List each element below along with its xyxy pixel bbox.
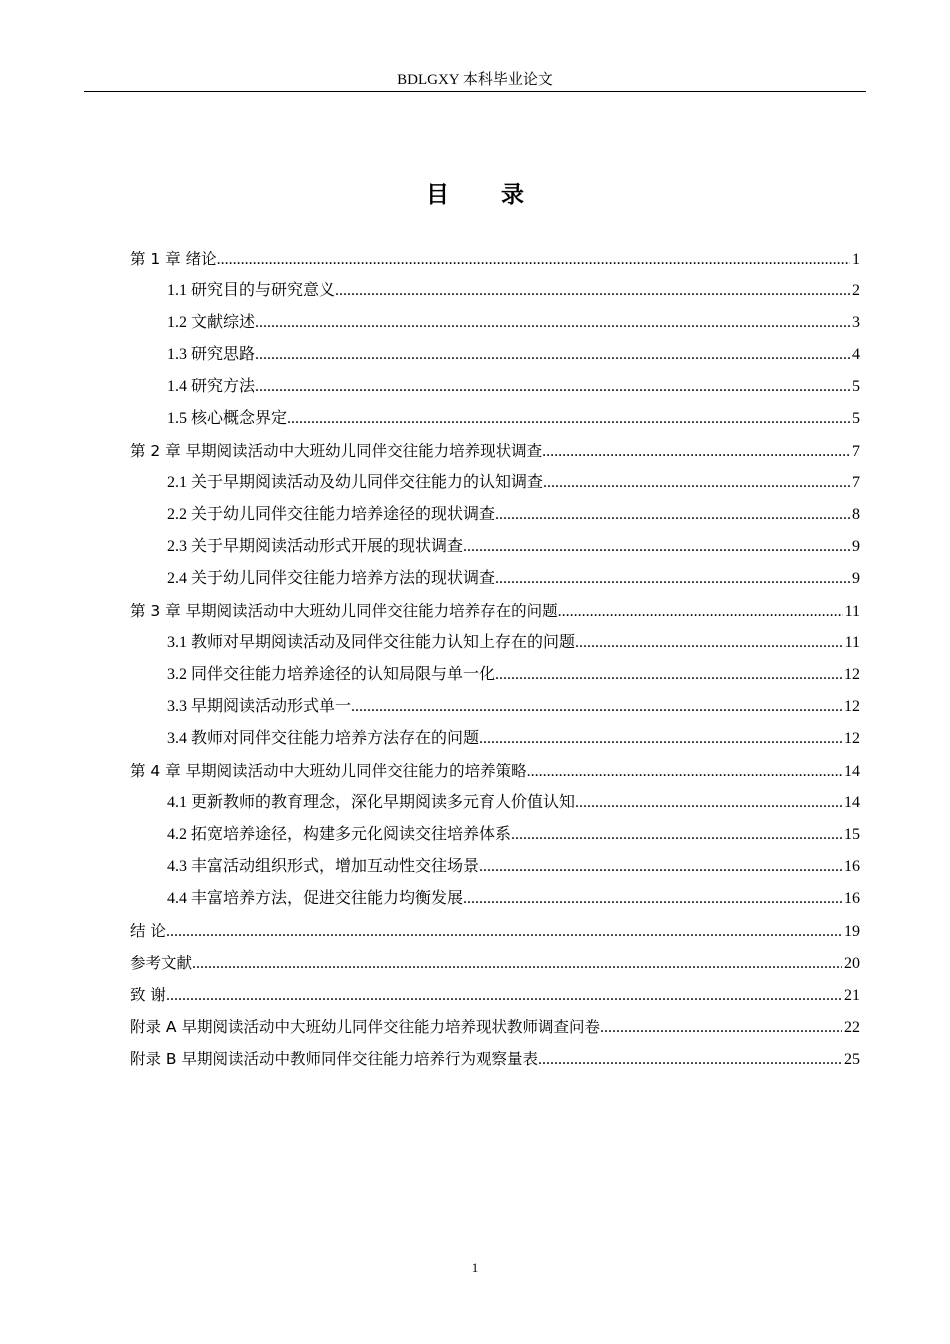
toc-leader-dots xyxy=(463,531,850,563)
toc-entry-title: 4.3 丰富活动组织形式，增加互动性交往场景 xyxy=(167,858,480,875)
toc-chapter-entry[interactable] xyxy=(130,755,860,787)
toc-leader-dots xyxy=(575,627,843,659)
toc-leader-dots xyxy=(166,980,842,1012)
toc-leader-dots xyxy=(255,307,850,339)
toc-leader-dots xyxy=(543,467,850,499)
toc-section-entry[interactable] xyxy=(130,723,860,755)
toc-entry-page: 20 xyxy=(844,955,860,972)
toc-entry-page: 16 xyxy=(844,890,860,907)
toc-chapter-entry[interactable] xyxy=(130,947,860,979)
toc-entry-page: 8 xyxy=(852,506,860,523)
page-title: 目 录 xyxy=(425,182,546,208)
toc-entry-page: 9 xyxy=(852,538,860,555)
toc-section-entry[interactable] xyxy=(130,531,860,563)
toc-entry-page: 25 xyxy=(844,1051,860,1068)
toc-chapter-entry[interactable] xyxy=(130,979,860,1011)
toc-section-entry[interactable] xyxy=(130,819,860,851)
toc-leader-dots xyxy=(166,916,842,948)
toc-entry-title: 1.3 研究思路 xyxy=(167,346,256,363)
header-divider xyxy=(84,91,866,92)
toc-leader-dots xyxy=(217,244,850,276)
toc-section-entry[interactable] xyxy=(130,563,860,595)
toc-entry-page: 7 xyxy=(852,474,860,491)
toc-entry-title: 4.1 更新教师的教育理念，深化早期阅读多元育人价值认知 xyxy=(167,794,576,811)
toc-entry-page: 14 xyxy=(844,763,860,780)
toc-entry-page: 11 xyxy=(844,603,860,620)
toc-entry-page: 9 xyxy=(852,570,860,587)
toc-entry-page: 1 xyxy=(852,251,860,268)
toc-leader-dots xyxy=(287,403,850,435)
toc-chapter-entry[interactable] xyxy=(130,595,860,627)
toc-entry-title: 3.2 同伴交往能力培养途径的认知局限与单一化 xyxy=(167,666,496,683)
toc-entry-title: 附录 B 早期阅读活动中教师同伴交往能力培养行为观察量表 xyxy=(130,1050,538,1068)
toc-entry-page: 3 xyxy=(852,314,860,331)
toc-entry-title: 第 1 章 绪论 xyxy=(130,250,217,268)
toc-section-entry[interactable] xyxy=(130,307,860,339)
toc-entry-page: 15 xyxy=(844,826,860,843)
toc-section-entry[interactable] xyxy=(130,403,860,435)
toc-entry-page: 19 xyxy=(844,923,860,940)
toc-section-entry[interactable] xyxy=(130,883,860,915)
toc-leader-dots xyxy=(542,436,850,468)
toc-leader-dots xyxy=(479,723,842,755)
toc-leader-dots xyxy=(558,596,843,628)
toc-leader-dots xyxy=(575,787,842,819)
table-of-contents xyxy=(130,243,860,1075)
toc-section-entry[interactable] xyxy=(130,339,860,371)
toc-leader-dots xyxy=(192,948,842,980)
toc-entry-title: 1.2 文献综述 xyxy=(167,314,256,331)
toc-entry-page: 5 xyxy=(852,410,860,427)
toc-section-entry[interactable] xyxy=(130,371,860,403)
toc-leader-dots xyxy=(479,851,842,883)
toc-entry-title: 附录 A 早期阅读活动中大班幼儿同伴交往能力培养现状教师调查问卷 xyxy=(130,1018,600,1036)
toc-section-entry[interactable] xyxy=(130,787,860,819)
toc-entry-title: 1.4 研究方法 xyxy=(167,378,256,395)
toc-entry-page: 22 xyxy=(844,1019,860,1036)
toc-entry-page: 21 xyxy=(844,987,860,1004)
toc-leader-dots xyxy=(495,499,850,531)
toc-leader-dots xyxy=(463,883,842,915)
toc-leader-dots xyxy=(495,659,842,691)
toc-leader-dots xyxy=(351,691,842,723)
toc-leader-dots xyxy=(527,756,842,788)
toc-entry-title: 3.4 教师对同伴交往能力培养方法存在的问题 xyxy=(167,730,480,747)
toc-entry-page: 16 xyxy=(844,858,860,875)
toc-leader-dots xyxy=(600,1012,842,1044)
toc-entry-page: 7 xyxy=(852,443,860,460)
toc-entry-page: 4 xyxy=(852,346,860,363)
toc-entry-title: 第 4 章 早期阅读活动中大班幼儿同伴交往能力的培养策略 xyxy=(130,762,527,780)
toc-chapter-entry[interactable] xyxy=(130,435,860,467)
toc-entry-page: 12 xyxy=(844,730,860,747)
toc-section-entry[interactable] xyxy=(130,659,860,691)
toc-entry-title: 4.2 拓宽培养途径，构建多元化阅读交往培养体系 xyxy=(167,826,512,843)
toc-leader-dots xyxy=(538,1044,842,1076)
toc-leader-dots xyxy=(335,275,850,307)
toc-entry-title: 第 2 章 早期阅读活动中大班幼儿同伴交往能力培养现状调查 xyxy=(130,442,543,460)
toc-section-entry[interactable] xyxy=(130,467,860,499)
toc-chapter-entry[interactable] xyxy=(130,243,860,275)
toc-entry-title: 1.5 核心概念界定 xyxy=(167,410,288,427)
toc-entry-title: 第 3 章 早期阅读活动中大班幼儿同伴交往能力培养存在的问题 xyxy=(130,602,558,620)
toc-entry-page: 5 xyxy=(852,378,860,395)
toc-entry-title: 2.4 关于幼儿同伴交往能力培养方法的现状调查 xyxy=(167,570,496,587)
toc-entry-title: 3.1 教师对早期阅读活动及同伴交往能力认知上存在的问题 xyxy=(167,634,576,651)
toc-entry-title: 4.4 丰富培养方法，促进交往能力均衡发展 xyxy=(167,890,464,907)
toc-chapter-entry[interactable] xyxy=(130,915,860,947)
toc-entry-title: 参考文献 xyxy=(130,954,193,972)
page-number: 1 xyxy=(471,1260,479,1275)
toc-chapter-entry[interactable] xyxy=(130,1011,860,1043)
toc-section-entry[interactable] xyxy=(130,851,860,883)
toc-entry-title: 2.1 关于早期阅读活动及幼儿同伴交往能力的认知调查 xyxy=(167,474,544,491)
toc-leader-dots xyxy=(255,339,850,371)
toc-entry-page: 14 xyxy=(844,794,860,811)
toc-section-entry[interactable] xyxy=(130,627,860,659)
toc-chapter-entry[interactable] xyxy=(130,1043,860,1075)
toc-entry-title: 结 论 xyxy=(130,922,166,940)
toc-entry-title: 2.2 关于幼儿同伴交往能力培养途径的现状调查 xyxy=(167,506,496,523)
toc-section-entry[interactable] xyxy=(130,691,860,723)
toc-entry-title: 2.3 关于早期阅读活动形式开展的现状调查 xyxy=(167,538,464,555)
toc-entry-title: 致 谢 xyxy=(130,986,166,1004)
toc-leader-dots xyxy=(495,563,850,595)
toc-entry-title: 1.1 研究目的与研究意义 xyxy=(167,282,336,299)
toc-entry-page: 2 xyxy=(852,282,860,299)
toc-entry-page: 11 xyxy=(844,634,860,651)
toc-section-entry[interactable] xyxy=(130,275,860,307)
toc-entry-page: 12 xyxy=(844,698,860,715)
running-header: BDLGXY 本科毕业论文 xyxy=(397,72,553,88)
toc-section-entry[interactable] xyxy=(130,499,860,531)
toc-leader-dots xyxy=(511,819,842,851)
toc-entry-page: 12 xyxy=(844,666,860,683)
toc-entry-title: 3.3 早期阅读活动形式单一 xyxy=(167,698,352,715)
toc-leader-dots xyxy=(255,371,850,403)
